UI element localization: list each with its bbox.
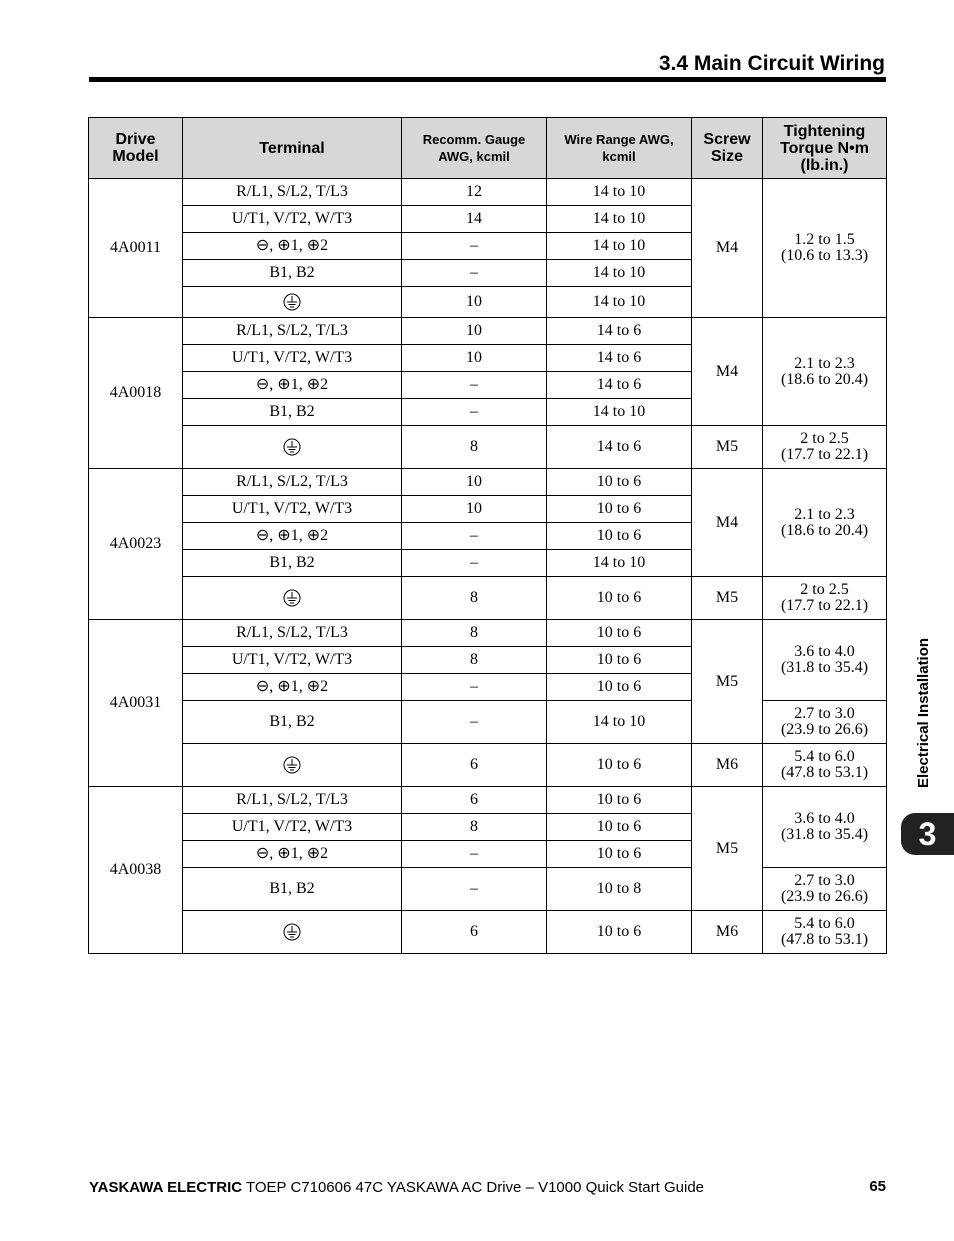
wire-range-cell: 10 to 6 [547, 577, 692, 620]
chapter-label: Electrical Installation [915, 637, 932, 788]
terminal-cell: B1, B2 [183, 868, 402, 911]
torque-cell [763, 744, 887, 787]
wire-range-cell: 14 to 6 [547, 345, 692, 372]
chapter-tab: 3 [901, 813, 954, 855]
table-row [89, 318, 887, 345]
ground-icon [283, 589, 301, 607]
recomm-gauge-cell: – [402, 550, 547, 577]
terminal-cell: R/L1, S/L2, T/L3 [183, 620, 402, 647]
recomm-gauge-cell: 6 [402, 911, 547, 954]
torque-cell [763, 620, 887, 701]
screw-size-cell: M5 [692, 787, 763, 911]
drive-model-cell: 4A0038 [89, 787, 183, 954]
table-row [89, 426, 887, 469]
torque-lbin: (17.7 to 22.1) [780, 597, 869, 614]
terminal-cell [183, 577, 402, 620]
ground-icon [283, 923, 301, 941]
ground-icon [283, 756, 301, 774]
wire-range-cell: 10 to 6 [547, 814, 692, 841]
torque-nm: 3.6 to 4.0 [794, 643, 855, 660]
recomm-gauge-cell: 8 [402, 814, 547, 841]
header-wire-range: Wire Range AWG, kcmil [547, 118, 692, 179]
drive-model-cell: 4A0031 [89, 620, 183, 787]
table-row [89, 179, 887, 206]
section-title: 3.4 Main Circuit Wiring [658, 52, 885, 75]
torque-cell [763, 469, 887, 577]
recomm-gauge-cell: – [402, 233, 547, 260]
wire-range-cell: 14 to 10 [547, 399, 692, 426]
terminal-cell: ⊖, ⊕1, ⊕2 [183, 372, 402, 399]
header-recomm-gauge: Recomm. Gauge AWG, kcmil [402, 118, 547, 179]
wire-range-cell: 10 to 6 [547, 523, 692, 550]
torque-cell [763, 179, 887, 318]
recomm-gauge-cell: 6 [402, 787, 547, 814]
torque-lbin: (18.6 to 20.4) [780, 370, 869, 388]
wire-range-cell: 10 to 8 [547, 868, 692, 911]
screw-size-cell: M5 [692, 620, 763, 744]
screw-size-cell: M4 [692, 469, 763, 577]
footer-doc-title: TOEP C710606 47C YASKAWA AC Drive – V1000 Quick Start Guide [245, 1179, 704, 1196]
torque-cell [763, 318, 887, 426]
wire-range-cell: 10 to 6 [547, 787, 692, 814]
wire-range-cell: 10 to 6 [547, 469, 692, 496]
terminal-cell: B1, B2 [183, 260, 402, 287]
header-terminal: Terminal [183, 118, 402, 179]
torque-nm: 2.1 to 2.3 [794, 354, 855, 372]
torque-lbin: (10.6 to 13.3) [780, 247, 869, 264]
torque-nm: 2.7 to 3.0 [794, 872, 855, 889]
terminal-cell: R/L1, S/L2, T/L3 [183, 179, 402, 206]
recomm-gauge-cell: 6 [402, 744, 547, 787]
header-screw-size: Screw Size [692, 118, 763, 179]
wire-range-cell: 14 to 6 [547, 372, 692, 399]
header-rule [89, 77, 886, 82]
wire-range-cell: 14 to 10 [547, 179, 692, 206]
table-row [89, 577, 887, 620]
screw-size-cell: M4 [692, 318, 763, 426]
wire-range-cell: 14 to 10 [547, 260, 692, 287]
recomm-gauge-cell: 10 [402, 318, 547, 345]
terminal-cell: ⊖, ⊕1, ⊕2 [183, 841, 402, 868]
wire-range-cell: 14 to 10 [547, 233, 692, 260]
torque-cell [763, 701, 887, 744]
screw-size-cell: M5 [692, 577, 763, 620]
terminal-cell [183, 744, 402, 787]
torque-cell [763, 426, 887, 469]
terminal-cell: ⊖, ⊕1, ⊕2 [183, 523, 402, 550]
ground-icon [283, 293, 301, 311]
recomm-gauge-cell: 8 [402, 620, 547, 647]
page-number: 65 [869, 1178, 886, 1195]
terminal-cell: B1, B2 [183, 550, 402, 577]
torque-nm: 2.1 to 2.3 [794, 505, 855, 523]
torque-lbin: (31.8 to 35.4) [780, 826, 869, 843]
wire-range-cell: 10 to 6 [547, 841, 692, 868]
drive-model-cell: 4A0018 [89, 318, 183, 469]
recomm-gauge-cell: 8 [402, 577, 547, 620]
wire-range-cell: 10 to 6 [547, 744, 692, 787]
terminal-cell: B1, B2 [183, 399, 402, 426]
terminal-cell: ⊖, ⊕1, ⊕2 [183, 233, 402, 260]
torque-cell [763, 868, 887, 911]
terminal-cell: R/L1, S/L2, T/L3 [183, 469, 402, 496]
recomm-gauge-cell: 8 [402, 426, 547, 469]
terminal-cell: U/T1, V/T2, W/T3 [183, 814, 402, 841]
table-row [89, 620, 887, 647]
drive-model-cell: 4A0011 [89, 179, 183, 318]
wire-range-cell: 10 to 6 [547, 496, 692, 523]
recomm-gauge-cell: – [402, 523, 547, 550]
table-row [89, 701, 887, 744]
screw-size-cell: M6 [692, 744, 763, 787]
table-row [89, 787, 887, 814]
screw-size-cell: M6 [692, 911, 763, 954]
torque-cell [763, 577, 887, 620]
terminal-cell: ⊖, ⊕1, ⊕2 [183, 674, 402, 701]
recomm-gauge-cell: – [402, 674, 547, 701]
wire-range-cell: 10 to 6 [547, 620, 692, 647]
table-row [89, 911, 887, 954]
torque-nm: 2.7 to 3.0 [794, 705, 855, 722]
footer-brand: YASKAWA ELECTRIC [89, 1179, 243, 1196]
screw-size-cell: M4 [692, 179, 763, 318]
table-row [89, 469, 887, 496]
recomm-gauge-cell: 10 [402, 496, 547, 523]
terminal-cell: R/L1, S/L2, T/L3 [183, 318, 402, 345]
recomm-gauge-cell: – [402, 701, 547, 744]
header-tightening-torque: Tightening Torque N•m (lb.in.) [763, 118, 887, 179]
torque-lbin: (17.7 to 22.1) [780, 446, 869, 463]
recomm-gauge-cell: 14 [402, 206, 547, 233]
terminal-cell: U/T1, V/T2, W/T3 [183, 206, 402, 233]
terminal-cell: U/T1, V/T2, W/T3 [183, 647, 402, 674]
terminal-cell: R/L1, S/L2, T/L3 [183, 787, 402, 814]
torque-nm: 2 to 2.5 [800, 581, 849, 598]
wire-range-cell: 14 to 10 [547, 287, 692, 318]
recomm-gauge-cell: 8 [402, 647, 547, 674]
wire-range-cell: 10 to 6 [547, 647, 692, 674]
recomm-gauge-cell: – [402, 372, 547, 399]
table-row [89, 868, 887, 911]
wire-range-cell: 10 to 6 [547, 911, 692, 954]
torque-nm: 5.4 to 6.0 [794, 915, 855, 932]
recomm-gauge-cell: 10 [402, 469, 547, 496]
torque-nm: 5.4 to 6.0 [794, 748, 855, 765]
terminal-cell: B1, B2 [183, 701, 402, 744]
recomm-gauge-cell: 10 [402, 287, 547, 318]
torque-lbin: (23.9 to 26.6) [780, 721, 869, 738]
torque-lbin: (47.8 to 53.1) [780, 764, 869, 781]
torque-nm: 2 to 2.5 [800, 430, 849, 447]
recomm-gauge-cell: – [402, 260, 547, 287]
ground-icon [283, 438, 301, 456]
terminal-cell [183, 426, 402, 469]
wire-range-cell: 14 to 10 [547, 206, 692, 233]
torque-lbin: (47.8 to 53.1) [780, 931, 869, 948]
wire-range-cell: 14 to 6 [547, 318, 692, 345]
torque-lbin: (18.6 to 20.4) [780, 521, 869, 539]
torque-nm: 3.6 to 4.0 [794, 810, 855, 827]
screw-size-cell: M5 [692, 426, 763, 469]
terminal-cell [183, 287, 402, 318]
wiring-table [88, 117, 887, 954]
torque-cell [763, 787, 887, 868]
recomm-gauge-cell: – [402, 868, 547, 911]
terminal-cell: U/T1, V/T2, W/T3 [183, 345, 402, 372]
table-row [89, 744, 887, 787]
wire-range-cell: 14 to 6 [547, 426, 692, 469]
torque-lbin: (23.9 to 26.6) [780, 888, 869, 905]
header-drive-model: Drive Model [89, 118, 183, 179]
torque-lbin: (31.8 to 35.4) [780, 659, 869, 676]
recomm-gauge-cell: 10 [402, 345, 547, 372]
wire-range-cell: 10 to 6 [547, 674, 692, 701]
recomm-gauge-cell: – [402, 841, 547, 868]
footer-doc-info [89, 1179, 704, 1196]
wire-range-cell: 14 to 10 [547, 550, 692, 577]
terminal-cell: U/T1, V/T2, W/T3 [183, 496, 402, 523]
torque-cell [763, 911, 887, 954]
table-header-row [89, 118, 887, 179]
recomm-gauge-cell: 12 [402, 179, 547, 206]
torque-nm: 1.2 to 1.5 [794, 231, 855, 248]
table-body [89, 179, 887, 954]
wire-range-cell: 14 to 10 [547, 701, 692, 744]
terminal-cell [183, 911, 402, 954]
recomm-gauge-cell: – [402, 399, 547, 426]
drive-model-cell: 4A0023 [89, 469, 183, 620]
